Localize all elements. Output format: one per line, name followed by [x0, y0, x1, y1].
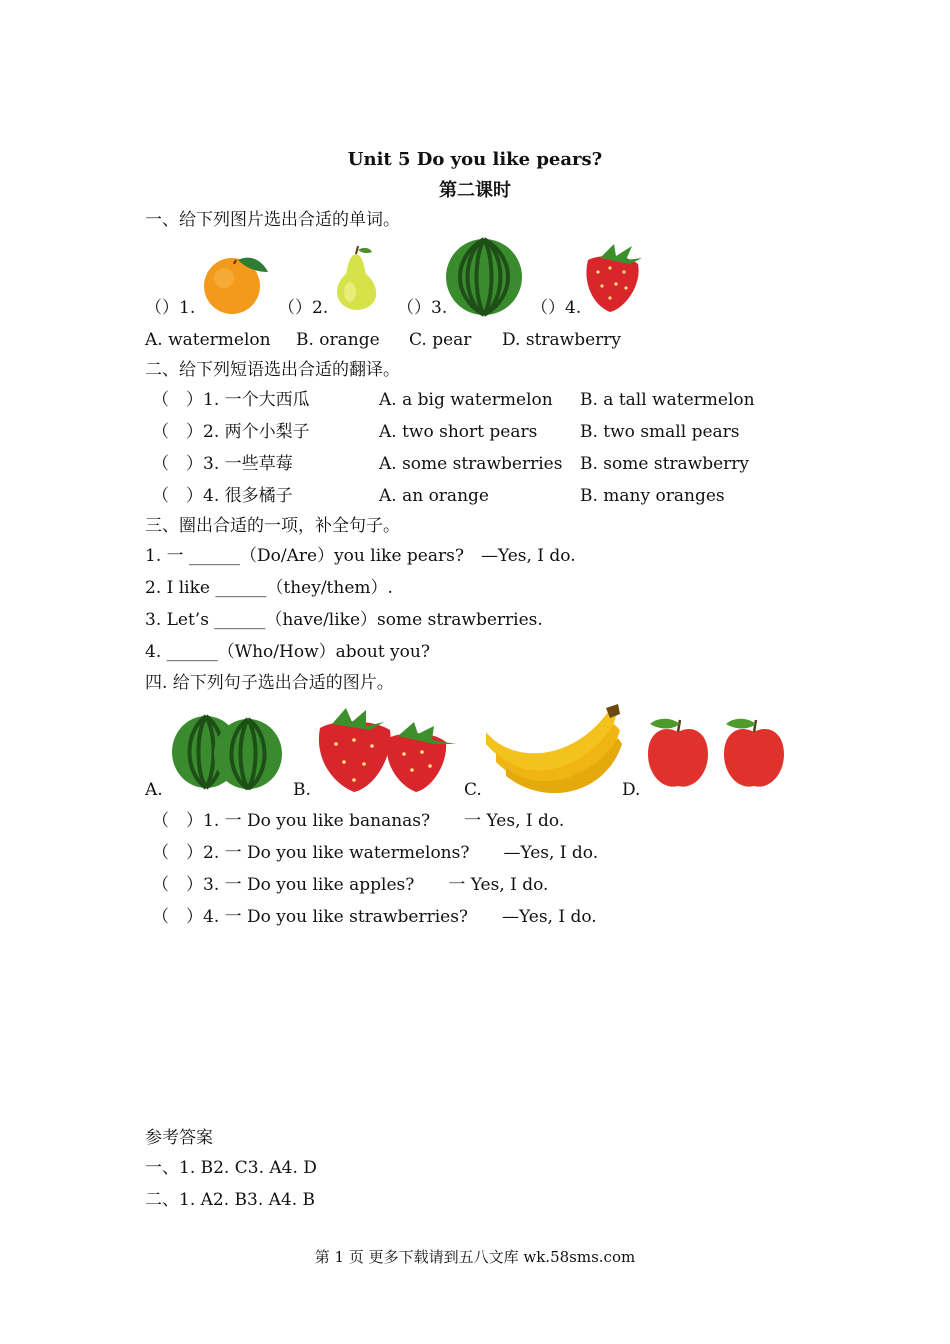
s1-option-d: D. strawberry — [502, 330, 621, 350]
s1-option-b: B. orange — [296, 330, 380, 350]
s2-b4: B. many oranges — [580, 486, 725, 506]
s4-question-1: （ ）1. 一 Do you like bananas? 一 Yes, I do. — [152, 811, 565, 831]
s4-label-b: B. — [293, 780, 311, 800]
s3-line-3: 3. Let’s ______（have/like）some strawberries. — [145, 610, 543, 630]
s2-a3: A. some strawberries — [379, 454, 563, 474]
s2-q4: （ ）4. 很多橘子 — [152, 486, 293, 506]
s1-option-a: A. watermelon — [145, 330, 271, 350]
s4-question-3: （ ）3. 一 Do you like apples? 一 Yes, I do. — [152, 875, 549, 895]
s4-label-a: A. — [145, 780, 163, 800]
s2-q1: （ ）1. 一个大西瓜 — [152, 390, 310, 410]
section4-heading: 四. 给下列句子选出合适的图片。 — [145, 673, 394, 693]
page-subtitle: 第二课时 — [439, 180, 511, 201]
bananas-icon — [482, 704, 624, 796]
s3-line-2: 2. I like ______（they/them）. — [145, 578, 393, 598]
s4-label-c: C. — [464, 780, 482, 800]
answers-line-1: 一、1. B2. C3. A4. D — [145, 1158, 317, 1178]
section2-heading: 二、给下列短语选出合适的翻译。 — [145, 360, 400, 380]
section3-heading: 三、圈出合适的一项，补全句子。 — [145, 516, 400, 536]
apples-icon — [644, 714, 788, 790]
pear-icon — [330, 246, 382, 312]
s3-line-4: 4. ______（Who/How）about you? — [145, 642, 430, 662]
s2-a4: A. an orange — [379, 486, 489, 506]
page-title: Unit 5 Do you like pears? — [347, 149, 603, 170]
s2-q3: （ ）3. 一些草莓 — [152, 454, 293, 474]
s4-question-2: （ ）2. 一 Do you like watermelons? —Yes, I do. — [152, 843, 599, 863]
s2-b2: B. two small pears — [580, 422, 740, 442]
s2-b1: B. a tall watermelon — [580, 390, 755, 410]
orange-icon — [200, 250, 272, 316]
strawberry-icon — [580, 240, 646, 314]
s1-item-1: （）1. — [145, 298, 196, 318]
s1-option-c: C. pear — [409, 330, 472, 350]
s2-a2: A. two short pears — [379, 422, 538, 442]
s1-item-2: （）2. — [278, 298, 329, 318]
s4-question-4: （ ）4. 一 Do you like strawberries? —Yes, I do. — [152, 907, 597, 927]
s2-b3: B. some strawberry — [580, 454, 750, 474]
answers-heading: 参考答案 — [145, 1128, 213, 1148]
s1-item-4: （）4. — [531, 298, 582, 318]
strawberries-icon — [314, 704, 464, 796]
section1-heading: 一、给下列图片选出合适的单词。 — [145, 210, 400, 230]
s3-line-1: 1. 一 ______（Do/Are）you like pears? —Yes, I do. — [145, 546, 576, 566]
s2-q2: （ ）2. 两个小梨子 — [152, 422, 310, 442]
s4-label-d: D. — [622, 780, 641, 800]
answers-line-2: 二、1. A2. B3. A4. B — [145, 1190, 316, 1210]
s1-item-3: （）3. — [397, 298, 448, 318]
watermelon-icon — [444, 237, 524, 317]
watermelons-icon — [168, 714, 284, 790]
s2-a1: A. a big watermelon — [379, 390, 553, 410]
page-footer: 第 1 页 更多下载请到五八文库 wk.58sms.com — [314, 1248, 636, 1266]
